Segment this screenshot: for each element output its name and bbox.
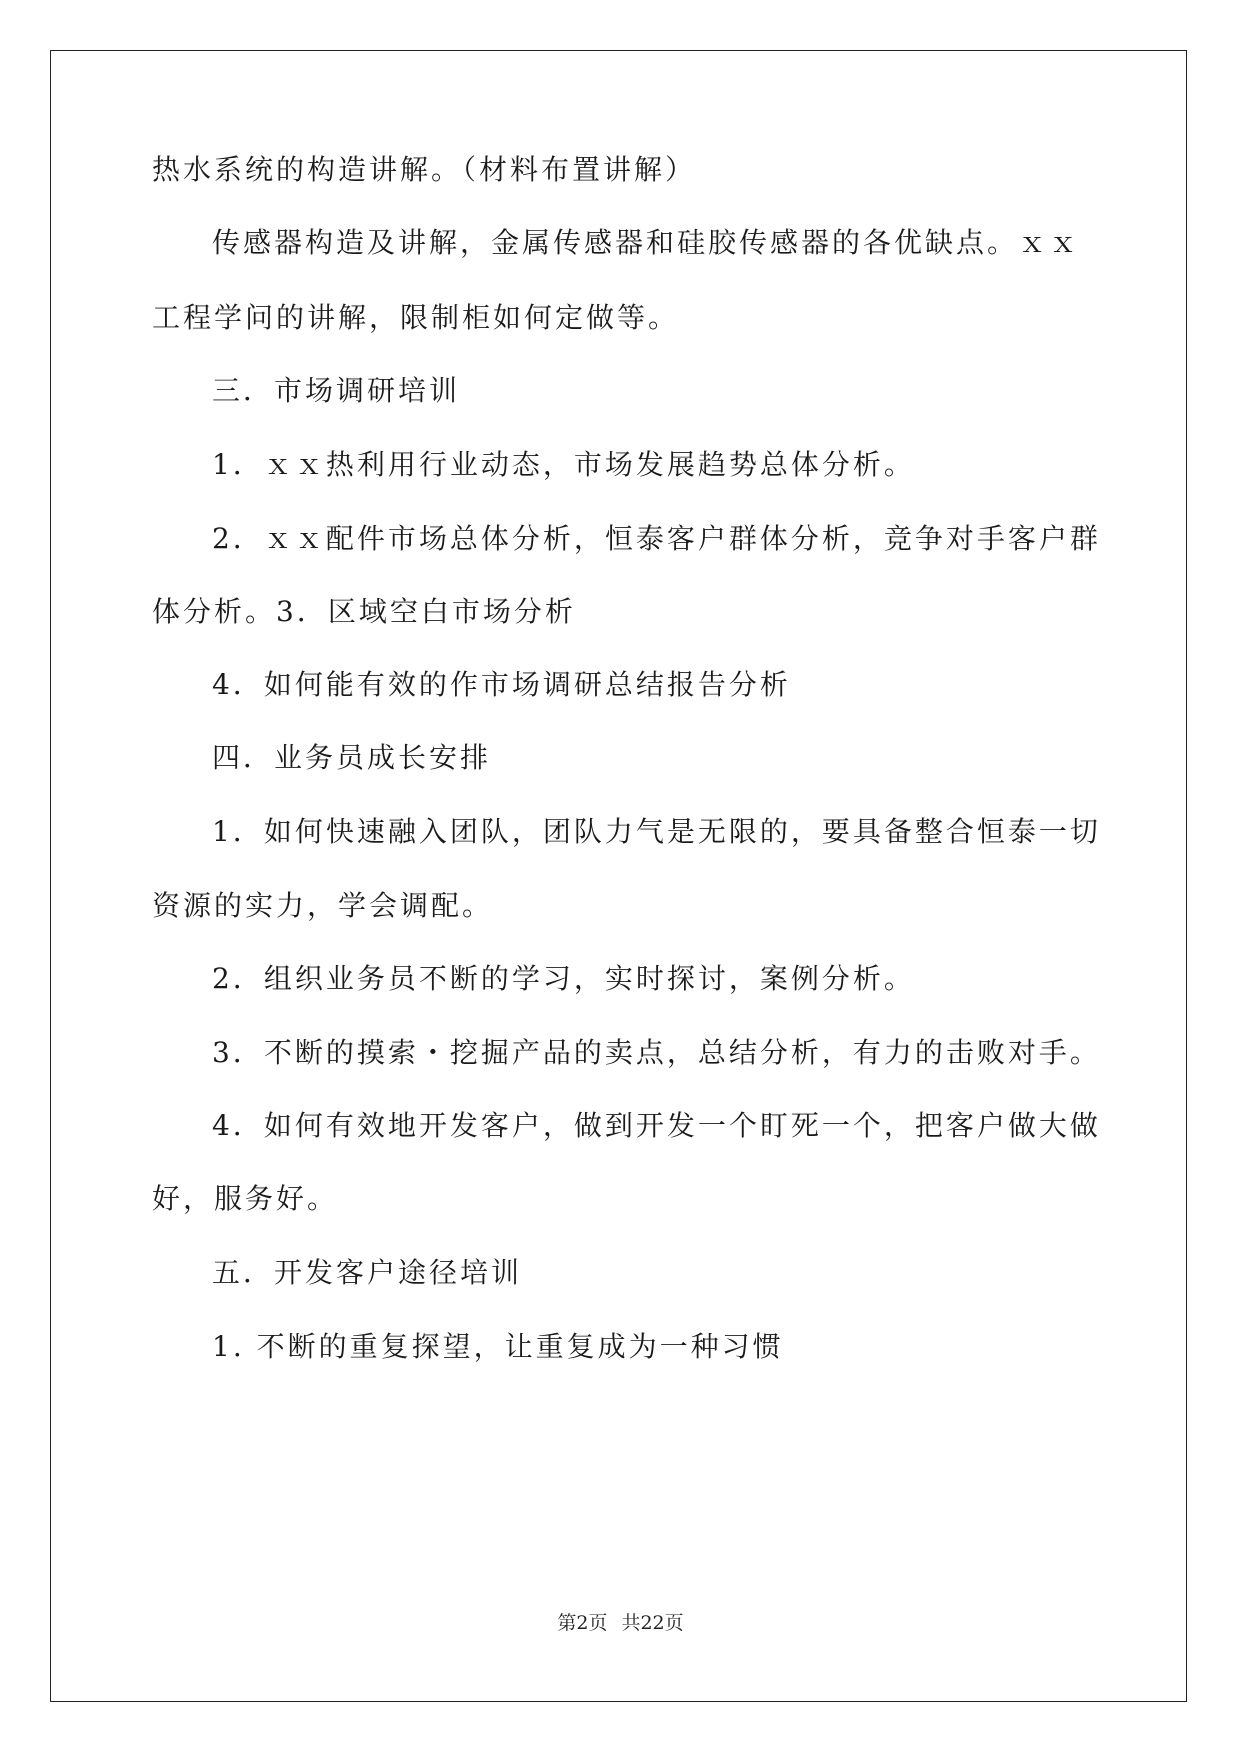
list-item: 3．不断的摸索・挖掘产品的卖点，总结分析，有力的击败对手。 — [212, 1036, 1101, 1069]
text-line: 传感器构造及讲解，金属传感器和硅胶传感器的各优缺点。ｘｘ — [212, 226, 1081, 259]
text-line: 体分析。3．区域空白市场分析 — [152, 595, 576, 628]
list-item: 1．如何快速融入团队，团队力气是无限的，要具备整合恒泰一切 — [212, 815, 1101, 848]
page-footer — [0, 1608, 1241, 1635]
list-item: 1. 不断的重复探望，让重复成为一种习惯 — [212, 1330, 784, 1363]
page-number: 第2页 — [557, 1612, 608, 1634]
text-line: 工程学问的讲解，限制柜如何定做等。 — [152, 301, 680, 334]
section-heading: 五．开发客户途径培训 — [212, 1256, 523, 1289]
list-item: 2．ｘｘ配件市场总体分析，恒泰客户群体分析，竞争对手客户群 — [212, 522, 1101, 555]
list-item: 2．组织业务员不断的学习，实时探讨，案例分析。 — [212, 962, 915, 995]
list-item: 1．ｘｘ热利用行业动态，市场发展趋势总体分析。 — [212, 448, 915, 481]
page-total: 共22页 — [621, 1612, 684, 1634]
section-heading: 四．业务员成长安排 — [212, 741, 492, 774]
list-item: 4．如何能有效的作市场调研总结报告分析 — [212, 668, 791, 701]
list-item: 4．如何有效地开发客户，做到开发一个盯死一个，把客户做大做 — [212, 1109, 1101, 1142]
text-line: 资源的实力，学会调配。 — [152, 889, 494, 922]
text-line: 好，服务好。 — [152, 1182, 339, 1215]
text-line: 热水系统的构造讲解。（材料布置讲解） — [152, 153, 697, 186]
section-heading: 三．市场调研培训 — [212, 374, 461, 407]
